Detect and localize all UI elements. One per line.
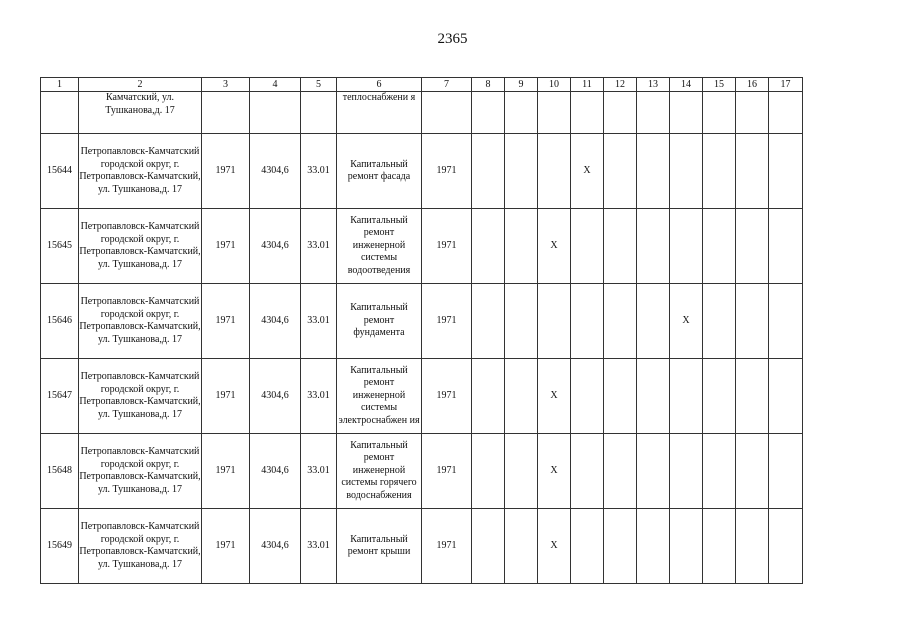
table-cell [301,92,337,134]
address-cell: Петропавловск-Камчатский городской округ, г. Петропавловск-Камчатский, ул. Тушканова,д. 17 [79,209,202,284]
header-cell: 17 [769,78,803,92]
work-cell: Капитальный ремонт фундамента [337,284,422,359]
continuation-row [41,92,803,134]
mark-cell [604,434,637,509]
code-cell: 33.01 [301,359,337,434]
table-cell [202,92,250,134]
mark-cell [472,284,505,359]
table-cell [637,92,670,134]
header-cell: 14 [670,78,703,92]
table-row [41,434,803,509]
mark-cell [703,209,736,284]
mark-cell [769,209,803,284]
mark-cell [637,209,670,284]
plan-year-cell: 1971 [422,284,472,359]
table-row [41,209,803,284]
mark-cell [670,134,703,209]
year-cell: 1971 [202,284,250,359]
mark-cell [505,434,538,509]
header-cell: 6 [337,78,422,92]
mark-cell [505,134,538,209]
table-row [41,509,803,584]
work-cell: Капитальный ремонт фасада [337,134,422,209]
header-cell: 7 [422,78,472,92]
table-cell [505,92,538,134]
year-cell: 1971 [202,359,250,434]
mark-cell [505,209,538,284]
code-cell: 33.01 [301,434,337,509]
mark-cell [637,284,670,359]
mark-cell [703,359,736,434]
mark-cell [472,359,505,434]
mark-cell [670,434,703,509]
mark-cell [538,134,571,209]
mark-cell [571,284,604,359]
mark-cell [769,359,803,434]
year-cell: 1971 [202,134,250,209]
id-cell: 15644 [41,134,79,209]
mark-cell [769,434,803,509]
header-cell: 4 [250,78,301,92]
area-cell: 4304,6 [250,209,301,284]
header-cell: 15 [703,78,736,92]
mark-cell [736,284,769,359]
mark-cell [604,134,637,209]
plan-year-cell: 1971 [422,434,472,509]
mark-cell [472,134,505,209]
header-cell: 10 [538,78,571,92]
id-cell: 15646 [41,284,79,359]
address-cell: Петропавловск-Камчатский городской округ, г. Петропавловск-Камчатский, ул. Тушканова,д. 17 [79,284,202,359]
mark-cell [736,434,769,509]
year-cell: 1971 [202,209,250,284]
work-cell: Капитальный ремонт инженерной системы водоотведения [337,209,422,284]
mark-cell [571,434,604,509]
mark-cell [571,509,604,584]
page-number: 2365 [437,31,468,47]
mark-cell [703,284,736,359]
mark-cell [736,359,769,434]
mark-cell [703,509,736,584]
table-cell [250,92,301,134]
header-cell: 13 [637,78,670,92]
header-cell: 16 [736,78,769,92]
mark-cell [670,209,703,284]
mark-cell [604,284,637,359]
header-cell: 11 [571,78,604,92]
table-cell [736,92,769,134]
header-row [41,78,803,92]
mark-cell [637,509,670,584]
year-cell: 1971 [202,434,250,509]
mark-cell [670,359,703,434]
mark-cell [703,434,736,509]
table-row [41,134,803,209]
work-cell: Капитальный ремонт инженерной системы электроснабжен ия [337,359,422,434]
header-cell: 3 [202,78,250,92]
id-cell: 15647 [41,359,79,434]
code-cell: 33.01 [301,134,337,209]
mark-cell [505,284,538,359]
table-cell [604,92,637,134]
header-cell: 8 [472,78,505,92]
mark-cell [637,134,670,209]
header-cell: 1 [41,78,79,92]
mark-cell [472,209,505,284]
mark-cell [703,134,736,209]
table-cell [538,92,571,134]
mark-cell [472,434,505,509]
mark-cell [769,134,803,209]
address-cell: Петропавловск-Камчатский городской округ, г. Петропавловск-Камчатский, ул. Тушканова,д. 17 [79,134,202,209]
mark-cell: X [538,359,571,434]
mark-cell [505,509,538,584]
mark-cell [736,209,769,284]
mark-cell: X [538,209,571,284]
mark-cell [505,359,538,434]
work-cell: теплоснабжени я [337,92,422,134]
plan-year-cell: 1971 [422,134,472,209]
mark-cell [637,359,670,434]
mark-cell [472,509,505,584]
id-cell: 15648 [41,434,79,509]
table-cell [769,92,803,134]
table-cell [472,92,505,134]
table-cell [571,92,604,134]
mark-cell [769,509,803,584]
mark-cell [736,134,769,209]
mark-cell [736,509,769,584]
mark-cell [604,209,637,284]
address-cell: Петропавловск-Камчатский городской округ, г. Петропавловск-Камчатский, ул. Тушканова,д. 17 [79,359,202,434]
mark-cell [769,284,803,359]
address-cell: Петропавловск-Камчатский городской округ, г. Петропавловск-Камчатский, ул. Тушканова,д. 17 [79,434,202,509]
area-cell: 4304,6 [250,284,301,359]
header-cell: 2 [79,78,202,92]
plan-year-cell: 1971 [422,209,472,284]
mark-cell: X [670,284,703,359]
mark-cell [637,434,670,509]
area-cell: 4304,6 [250,434,301,509]
address-cell: Камчатский, ул. Тушканова,д. 17 [79,92,202,134]
code-cell: 33.01 [301,284,337,359]
data-table [40,77,803,584]
header-cell: 9 [505,78,538,92]
mark-cell: X [538,509,571,584]
table-row [41,284,803,359]
mark-cell [604,509,637,584]
work-cell: Капитальный ремонт инженерной системы горячего водоснабжения [337,434,422,509]
header-cell: 5 [301,78,337,92]
work-cell: Капитальный ремонт крыши [337,509,422,584]
table-cell [41,92,79,134]
table-cell [422,92,472,134]
mark-cell [604,359,637,434]
plan-year-cell: 1971 [422,359,472,434]
table-cell [670,92,703,134]
mark-cell [571,359,604,434]
header-cell: 12 [604,78,637,92]
code-cell: 33.01 [301,209,337,284]
mark-cell: X [538,434,571,509]
code-cell: 33.01 [301,509,337,584]
year-cell: 1971 [202,509,250,584]
mark-cell [571,209,604,284]
plan-year-cell: 1971 [422,509,472,584]
mark-cell: X [571,134,604,209]
id-cell: 15649 [41,509,79,584]
area-cell: 4304,6 [250,359,301,434]
area-cell: 4304,6 [250,134,301,209]
mark-cell [538,284,571,359]
area-cell: 4304,6 [250,509,301,584]
mark-cell [670,509,703,584]
address-cell: Петропавловск-Камчатский городской округ, г. Петропавловск-Камчатский, ул. Тушканова,д. 17 [79,509,202,584]
table-row [41,359,803,434]
id-cell: 15645 [41,209,79,284]
table-cell [703,92,736,134]
